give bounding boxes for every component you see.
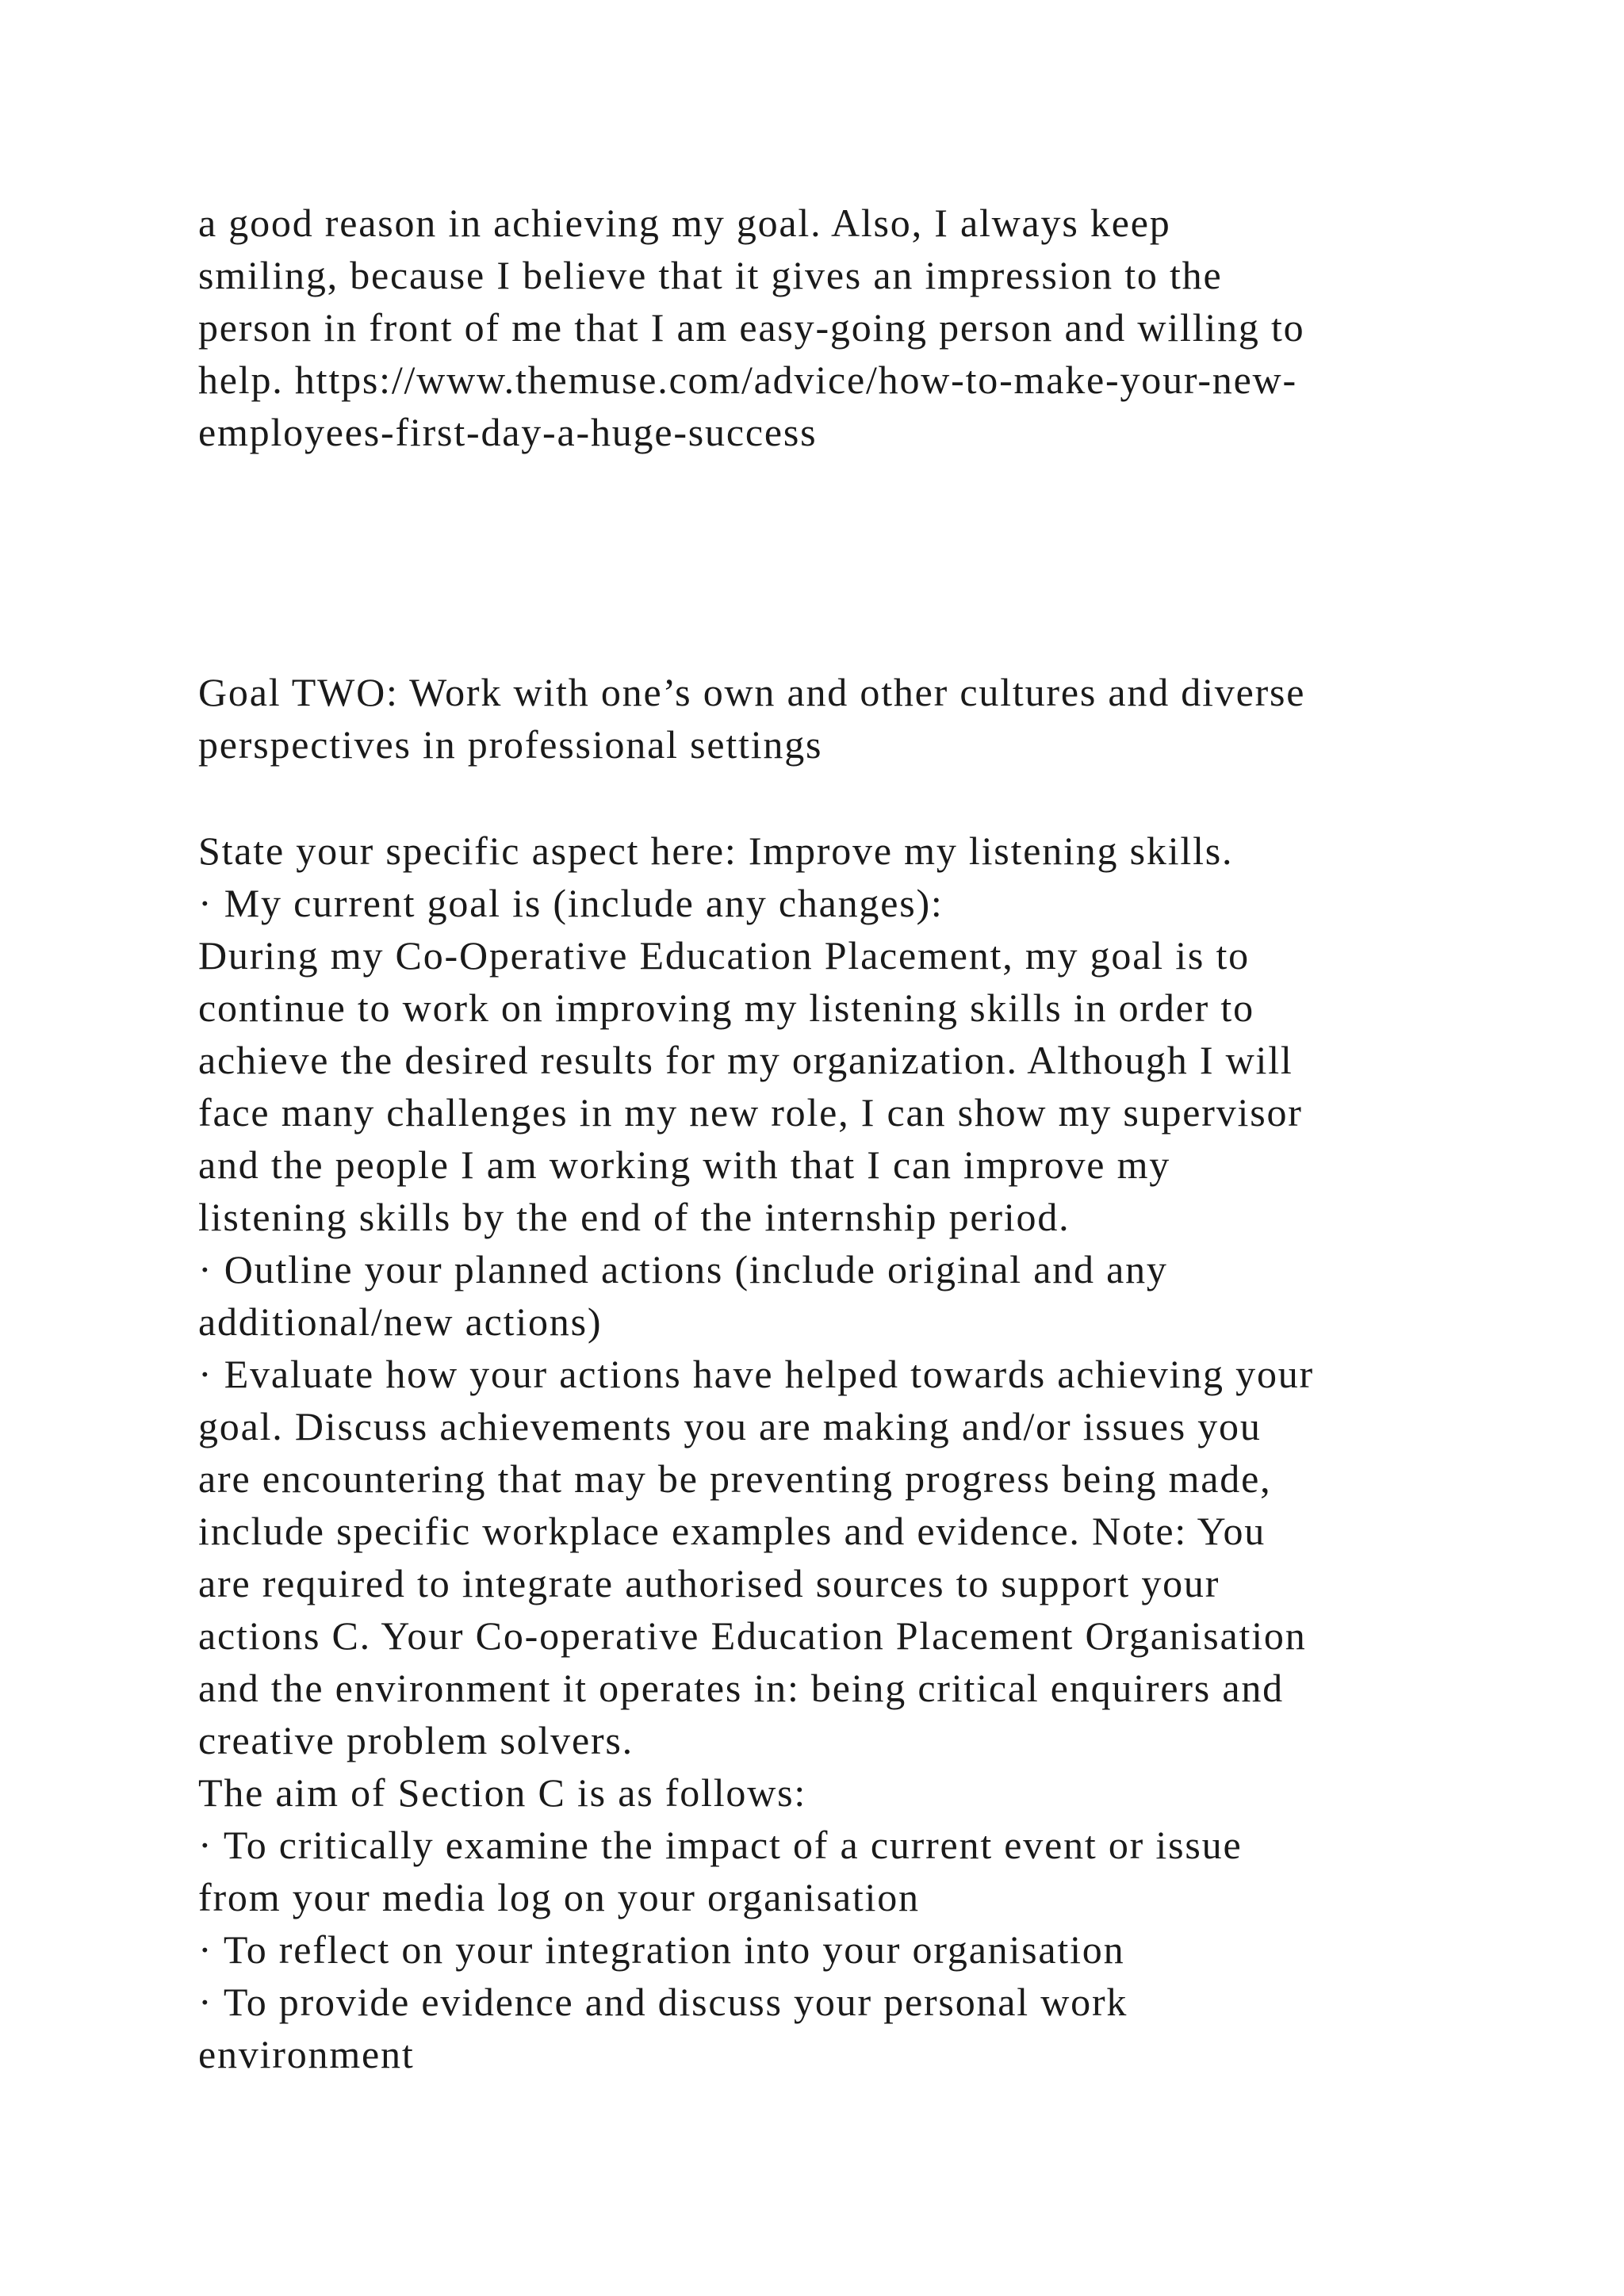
body-line-22: · To reflect on your integration into your organisation	[198, 1927, 1125, 1972]
intro-line-3: person in front of me that I am easy-going person and willing to	[198, 305, 1305, 350]
body-line-12: goal. Discuss achievements you are making and/or issues you	[198, 1404, 1262, 1448]
body-line-23: · To provide evidence and discuss your personal work	[198, 1980, 1128, 2024]
body-line-20: · To critically examine the impact of a current event or issue	[198, 1823, 1243, 1867]
goal-two-heading-line-2: perspectives in professional settings	[198, 722, 823, 767]
body-line-8: listening skills by the end of the internship period.	[198, 1195, 1071, 1239]
body-line-17: and the environment it operates in: being critical enquirers and	[198, 1666, 1284, 1710]
body-line-7: and the people I am working with that I can improve my	[198, 1142, 1171, 1187]
body-line-16: actions C. Your Co-operative Education Placement Organisation	[198, 1613, 1307, 1658]
body-line-18: creative problem solvers.	[198, 1718, 634, 1762]
intro-line-1: a good reason in achieving my goal. Also, I always keep	[198, 201, 1171, 245]
intro-line-4: help. https://www.themuse.com/advice/how-to-make-your-new-	[198, 358, 1297, 402]
goal-two-heading-line-1: Goal TWO: Work with one’s own and other cultures and diverse	[198, 670, 1306, 714]
intro-line-2: smiling, because I believe that it gives an impression to the	[198, 253, 1223, 297]
body-line-14: include specific workplace examples and evidence. Note: You	[198, 1509, 1266, 1553]
intro-line-5: employees-first-day-a-huge-success	[198, 410, 818, 454]
body-line-3: During my Co-Operative Education Placement, my goal is to	[198, 933, 1250, 978]
body-line-19: The aim of Section C is as follows:	[198, 1770, 807, 1815]
body-line-1: State your specific aspect here: Improve my listening skills.	[198, 828, 1234, 873]
body-line-21: from your media log on your organisation	[198, 1875, 920, 1919]
body-line-6: face many challenges in my new role, I can show my supervisor	[198, 1090, 1303, 1135]
body-line-5: achieve the desired results for my organization. Although I will	[198, 1038, 1293, 1082]
body-line-15: are required to integrate authorised sources to support your	[198, 1561, 1220, 1605]
body-line-24: environment	[198, 2032, 415, 2076]
body-line-9: · Outline your planned actions (include original and any	[198, 1247, 1168, 1292]
body-line-4: continue to work on improving my listening skills in order to	[198, 985, 1254, 1030]
body-line-10: additional/new actions)	[198, 1299, 603, 1344]
body-line-13: are encountering that may be preventing progress being made,	[198, 1456, 1272, 1501]
body-line-11: · Evaluate how your actions have helped towards achieving your	[198, 1352, 1315, 1396]
body-line-2: · My current goal is (include any changes):	[198, 881, 944, 925]
